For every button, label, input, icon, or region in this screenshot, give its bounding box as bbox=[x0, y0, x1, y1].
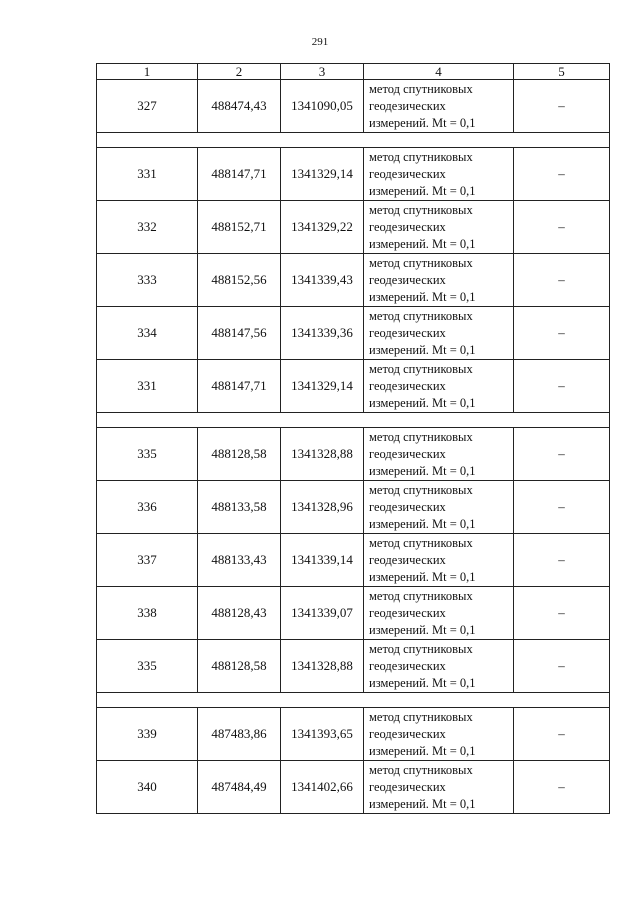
point-number-cell: 337 bbox=[97, 534, 198, 587]
note-cell: – bbox=[514, 254, 610, 307]
method-line: измерений. Mt = 0,1 bbox=[369, 183, 476, 198]
coordinate-y-cell: 1341329,14 bbox=[281, 360, 364, 413]
method-line: измерений. Mt = 0,1 bbox=[369, 796, 476, 811]
method-line: геодезических bbox=[369, 658, 446, 673]
method-line: измерений. Mt = 0,1 bbox=[369, 115, 476, 130]
method-line: метод спутниковых bbox=[369, 535, 473, 550]
method-line: геодезических bbox=[369, 219, 446, 234]
table-row bbox=[97, 148, 610, 201]
note-cell: – bbox=[514, 481, 610, 534]
method-line: метод спутниковых bbox=[369, 81, 473, 96]
method-line: метод спутниковых bbox=[369, 762, 473, 777]
coordinate-x-cell: 487483,86 bbox=[198, 708, 281, 761]
table-row bbox=[97, 80, 610, 133]
method-cell bbox=[364, 201, 514, 254]
table-row bbox=[97, 201, 610, 254]
page-number: 291 bbox=[311, 36, 329, 48]
method-line: геодезических bbox=[369, 552, 446, 567]
coordinate-x-cell: 488128,58 bbox=[198, 640, 281, 693]
method-line: геодезических bbox=[369, 779, 446, 794]
point-number-cell: 336 bbox=[97, 481, 198, 534]
table-row bbox=[97, 534, 610, 587]
method-line: метод спутниковых bbox=[369, 641, 473, 656]
method-line: геодезических bbox=[369, 726, 446, 741]
note-cell: – bbox=[514, 640, 610, 693]
method-line: геодезических bbox=[369, 98, 446, 113]
method-line: метод спутниковых bbox=[369, 429, 473, 444]
coordinate-y-cell: 1341090,05 bbox=[281, 80, 364, 133]
method-cell bbox=[364, 761, 514, 814]
table-body bbox=[97, 80, 610, 814]
coordinate-y-cell: 1341339,36 bbox=[281, 307, 364, 360]
note-cell: – bbox=[514, 201, 610, 254]
method-line: измерений. Mt = 0,1 bbox=[369, 516, 476, 531]
point-number-cell: 327 bbox=[97, 80, 198, 133]
method-line: метод спутниковых bbox=[369, 361, 473, 376]
table-row bbox=[97, 708, 610, 761]
method-line: измерений. Mt = 0,1 bbox=[369, 342, 476, 357]
method-cell bbox=[364, 708, 514, 761]
coordinate-y-cell: 1341329,14 bbox=[281, 148, 364, 201]
method-cell bbox=[364, 587, 514, 640]
method-cell bbox=[364, 534, 514, 587]
note-cell: – bbox=[514, 360, 610, 413]
separator-row bbox=[97, 133, 610, 148]
note-cell: – bbox=[514, 148, 610, 201]
table-row bbox=[97, 360, 610, 413]
point-number-cell: 340 bbox=[97, 761, 198, 814]
coordinate-y-cell: 1341339,07 bbox=[281, 587, 364, 640]
point-number-cell: 331 bbox=[97, 360, 198, 413]
point-number-cell: 335 bbox=[97, 428, 198, 481]
table-header-row bbox=[97, 64, 610, 80]
coordinate-x-cell: 487484,49 bbox=[198, 761, 281, 814]
method-cell bbox=[364, 481, 514, 534]
method-line: измерений. Mt = 0,1 bbox=[369, 289, 476, 304]
method-line: метод спутниковых bbox=[369, 202, 473, 217]
coordinate-x-cell: 488147,71 bbox=[198, 148, 281, 201]
header-col-4: 4 bbox=[364, 64, 514, 80]
table-row bbox=[97, 428, 610, 481]
header-col-2: 2 bbox=[198, 64, 281, 80]
point-number-cell: 332 bbox=[97, 201, 198, 254]
separator-row bbox=[97, 693, 610, 708]
coordinate-y-cell: 1341393,65 bbox=[281, 708, 364, 761]
point-number-cell: 331 bbox=[97, 148, 198, 201]
method-cell bbox=[364, 148, 514, 201]
method-cell bbox=[364, 307, 514, 360]
separator-cell bbox=[97, 133, 610, 148]
method-line: геодезических bbox=[369, 378, 446, 393]
table-row bbox=[97, 761, 610, 814]
table-row bbox=[97, 587, 610, 640]
note-cell: – bbox=[514, 708, 610, 761]
coordinates-table bbox=[96, 63, 610, 814]
separator-row bbox=[97, 413, 610, 428]
method-line: измерений. Mt = 0,1 bbox=[369, 569, 476, 584]
method-line: измерений. Mt = 0,1 bbox=[369, 236, 476, 251]
point-number-cell: 334 bbox=[97, 307, 198, 360]
method-cell bbox=[364, 80, 514, 133]
method-line: геодезических bbox=[369, 605, 446, 620]
method-line: геодезических bbox=[369, 166, 446, 181]
coordinate-y-cell: 1341328,88 bbox=[281, 640, 364, 693]
separator-cell bbox=[97, 693, 610, 708]
method-line: измерений. Mt = 0,1 bbox=[369, 622, 476, 637]
coordinate-y-cell: 1341328,96 bbox=[281, 481, 364, 534]
method-line: геодезических bbox=[369, 499, 446, 514]
coordinate-y-cell: 1341339,14 bbox=[281, 534, 364, 587]
method-cell bbox=[364, 254, 514, 307]
coordinate-x-cell: 488128,58 bbox=[198, 428, 281, 481]
method-line: метод спутниковых bbox=[369, 149, 473, 164]
table-row bbox=[97, 307, 610, 360]
method-cell bbox=[364, 428, 514, 481]
point-number-cell: 333 bbox=[97, 254, 198, 307]
table-row bbox=[97, 481, 610, 534]
point-number-cell: 335 bbox=[97, 640, 198, 693]
header-col-1: 1 bbox=[97, 64, 198, 80]
method-line: геодезических bbox=[369, 446, 446, 461]
method-line: метод спутниковых bbox=[369, 255, 473, 270]
coordinate-x-cell: 488147,71 bbox=[198, 360, 281, 413]
table-row bbox=[97, 640, 610, 693]
note-cell: – bbox=[514, 307, 610, 360]
coordinate-y-cell: 1341402,66 bbox=[281, 761, 364, 814]
coordinate-x-cell: 488133,58 bbox=[198, 481, 281, 534]
note-cell: – bbox=[514, 534, 610, 587]
note-cell: – bbox=[514, 80, 610, 133]
method-line: геодезических bbox=[369, 272, 446, 287]
method-line: измерений. Mt = 0,1 bbox=[369, 743, 476, 758]
coordinate-x-cell: 488147,56 bbox=[198, 307, 281, 360]
method-cell bbox=[364, 360, 514, 413]
coordinate-x-cell: 488152,71 bbox=[198, 201, 281, 254]
method-line: метод спутниковых bbox=[369, 482, 473, 497]
point-number-cell: 339 bbox=[97, 708, 198, 761]
coordinate-x-cell: 488152,56 bbox=[198, 254, 281, 307]
note-cell: – bbox=[514, 587, 610, 640]
coordinate-x-cell: 488133,43 bbox=[198, 534, 281, 587]
method-line: метод спутниковых bbox=[369, 709, 473, 724]
coordinate-y-cell: 1341339,43 bbox=[281, 254, 364, 307]
method-cell bbox=[364, 640, 514, 693]
separator-cell bbox=[97, 413, 610, 428]
note-cell: – bbox=[514, 428, 610, 481]
coordinate-x-cell: 488474,43 bbox=[198, 80, 281, 133]
method-line: измерений. Mt = 0,1 bbox=[369, 675, 476, 690]
method-line: метод спутниковых bbox=[369, 308, 473, 323]
coordinate-y-cell: 1341328,88 bbox=[281, 428, 364, 481]
table-row bbox=[97, 254, 610, 307]
coordinate-x-cell: 488128,43 bbox=[198, 587, 281, 640]
header-col-3: 3 bbox=[281, 64, 364, 80]
method-line: геодезических bbox=[369, 325, 446, 340]
header-col-5: 5 bbox=[514, 64, 610, 80]
method-line: метод спутниковых bbox=[369, 588, 473, 603]
note-cell: – bbox=[514, 761, 610, 814]
coordinate-y-cell: 1341329,22 bbox=[281, 201, 364, 254]
method-line: измерений. Mt = 0,1 bbox=[369, 395, 476, 410]
method-line: измерений. Mt = 0,1 bbox=[369, 463, 476, 478]
point-number-cell: 338 bbox=[97, 587, 198, 640]
